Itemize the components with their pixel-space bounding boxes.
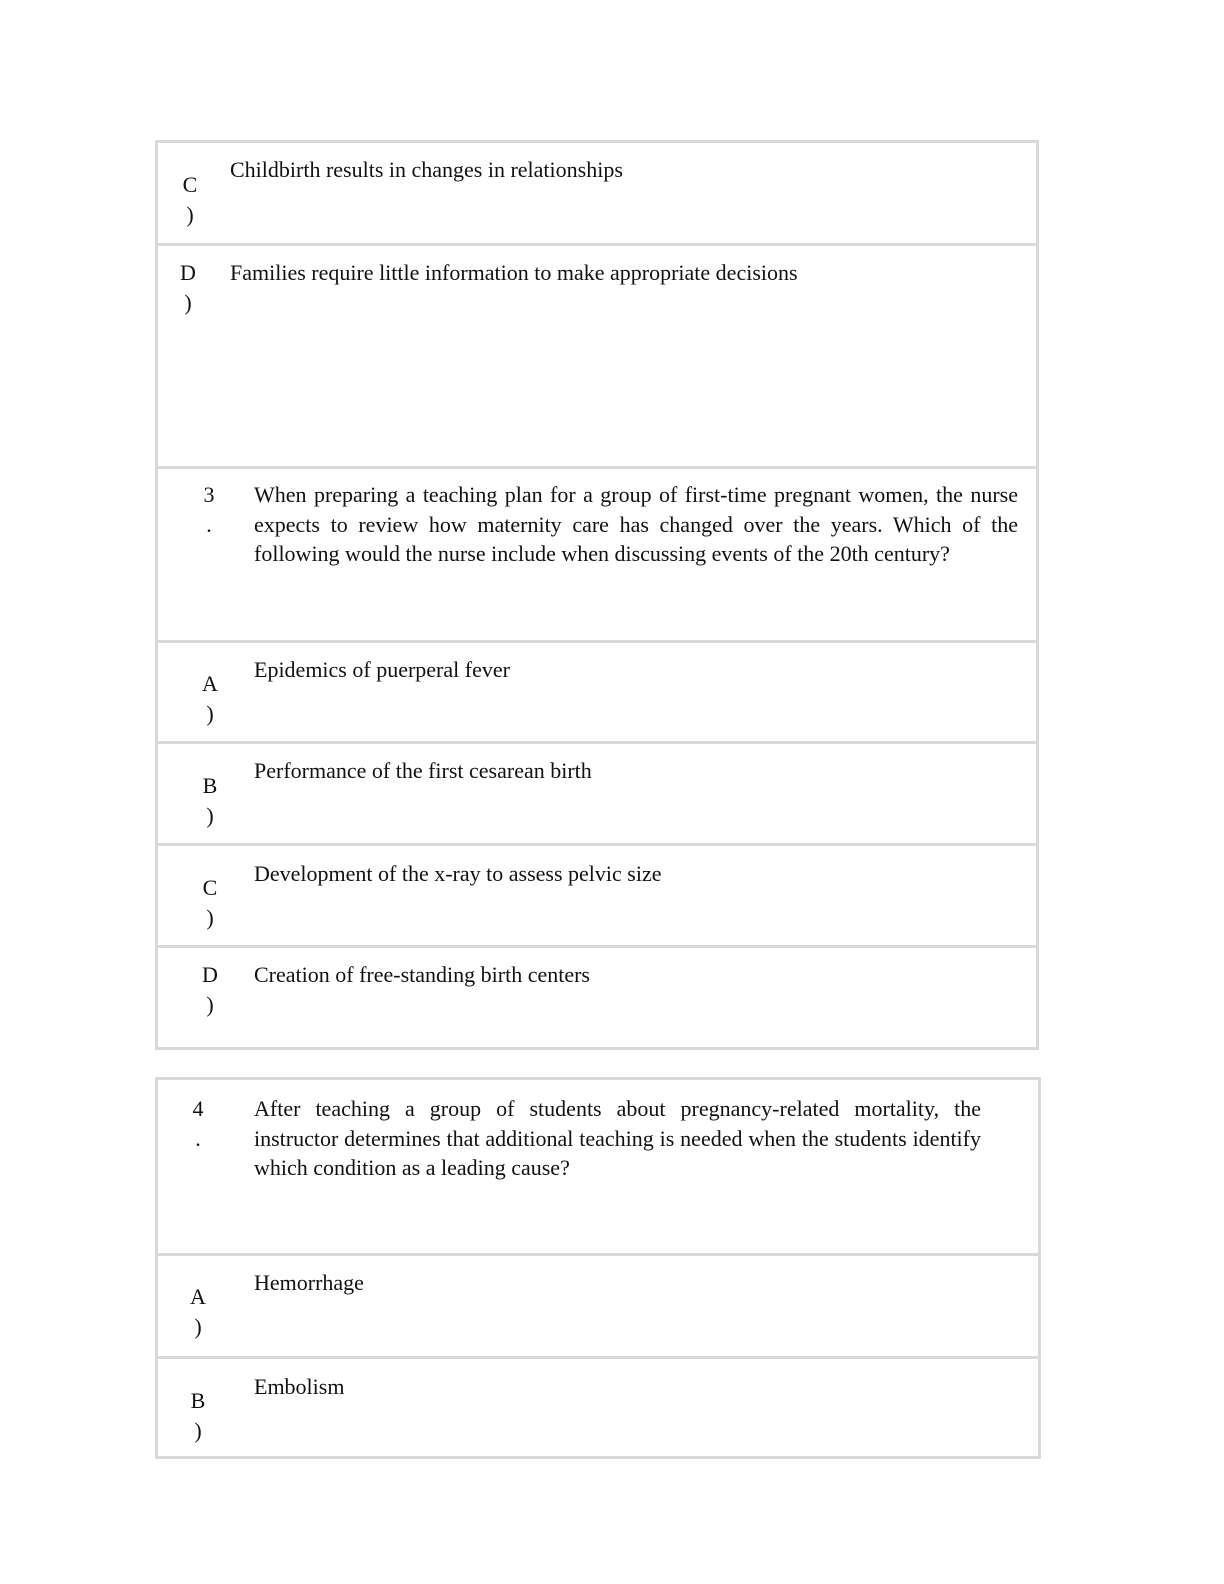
option-row <box>158 143 1036 246</box>
option-row <box>158 846 1036 948</box>
question-table-1 <box>155 140 1039 1050</box>
option-label: B ) <box>190 1388 206 1443</box>
option-label: D ) <box>180 260 196 315</box>
option-text: Embolism <box>254 1374 345 1399</box>
option-text: Epidemics of puerperal fever <box>254 657 510 682</box>
option-label: A ) <box>190 1284 206 1339</box>
option-text: Development of the x-ray to assess pelvic size <box>254 861 662 886</box>
option-text: Families require little information to make appropriate decisions <box>230 260 798 285</box>
option-label: B ) <box>202 773 218 828</box>
option-text: Performance of the first cesarean birth <box>254 758 592 783</box>
option-row <box>158 1256 1038 1359</box>
question-row <box>158 1080 1038 1256</box>
option-row <box>158 246 1036 469</box>
question-number: 3 . <box>203 482 215 537</box>
option-text: Creation of free-standing birth centers <box>254 962 590 987</box>
option-label: C ) <box>182 172 198 227</box>
option-row <box>158 948 1036 1047</box>
option-row <box>158 643 1036 744</box>
question-table-2 <box>155 1077 1041 1459</box>
option-text: Hemorrhage <box>254 1270 364 1295</box>
option-label: D ) <box>202 962 218 1017</box>
question-row <box>158 469 1036 643</box>
option-row <box>158 1359 1038 1456</box>
question-text: When preparing a teaching plan for a group of first-time pregnant women, the nurse expects to review how maternity care has changed over the years. Which of the following would the nurse include when discussing events of the 20th century? <box>254 482 1018 566</box>
option-label: A ) <box>202 671 218 726</box>
question-number: 4 . <box>192 1096 204 1151</box>
question-text: After teaching a group of students about pregnancy-related mortality, the instructor determines that additional teaching is needed when the students identify which condition as a leading cause? <box>254 1096 981 1180</box>
option-label: C ) <box>202 875 218 930</box>
option-row <box>158 744 1036 846</box>
option-text: Childbirth results in changes in relationships <box>230 157 623 182</box>
